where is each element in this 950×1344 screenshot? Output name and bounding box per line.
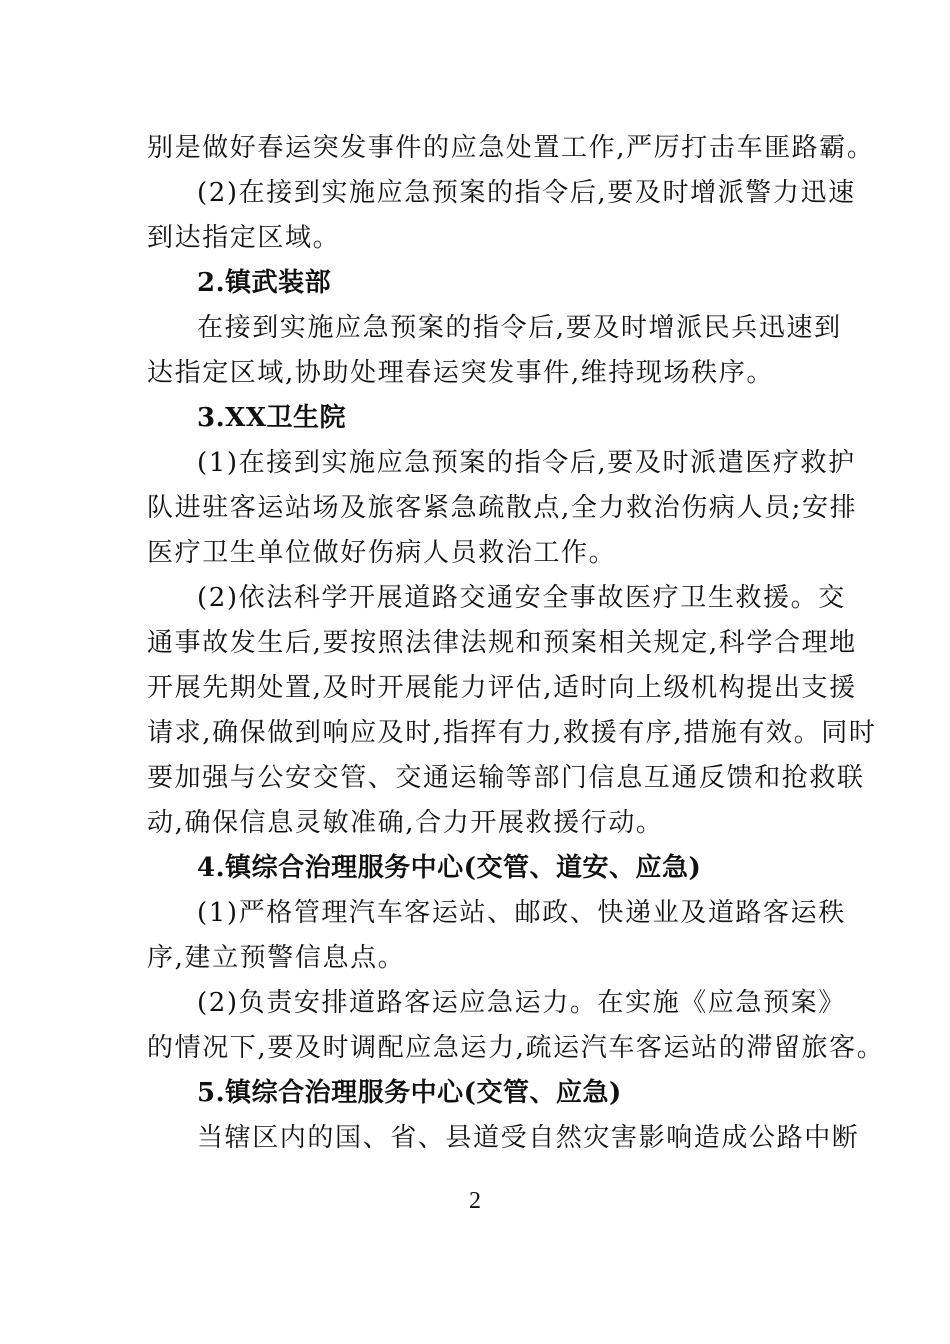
body-text-line: 开展先期处置,及时开展能力评估,适时向上级机构提出支援 [147,673,857,703]
body-text-line: (2)依法科学开展道路交通安全事故医疗卫生救援。交 [197,583,846,613]
body-text-line: 动,确保信息灵敏准确,合力开展救援行动。 [147,808,664,838]
section-heading: 2.镇武装部 [197,268,332,298]
body-text-line: (1)在接到实施应急预案的指令后,要及时派遣医疗救护 [197,448,856,478]
section-heading: 5.镇综合治理服务中心(交管、应急) [197,1078,622,1108]
body-text-line: 到达指定区域。 [147,223,341,253]
body-text-line: 在接到实施应急预案的指令后,要及时增派民兵迅速到 [197,313,842,343]
body-text-line: (1)严格管理汽车客运站、邮政、快递业及道路客运秩 [197,898,846,928]
body-text-line: (2)负责安排道路客运应急运力。在实施《应急预案》 [197,988,846,1018]
body-text-line: 医疗卫生单位做好伤病人员救治工作。 [147,538,617,568]
section-heading: 3.XX卫生院 [197,403,346,433]
body-text-line: 别是做好春运突发事件的应急处置工作,严厉打击车匪路霸。 [147,133,875,163]
body-text-line: 请求,确保做到响应及时,指挥有力,救援有序,措施有效。同时 [147,718,877,748]
body-text-line: 的情况下,要及时调配应急运力,疏运汽车客运站的滞留旅客。 [147,1033,885,1063]
section-heading: 4.镇综合治理服务中心(交管、道安、应急) [197,853,702,883]
body-text-line: 要加强与公安交管、交通运输等部门信息互通反馈和抢救联 [147,763,865,793]
body-text-line: 序,建立预警信息点。 [147,943,406,973]
body-text-line: 队进驻客运站场及旅客紧急疏散点,全力救治伤病人员;安排 [147,493,858,523]
body-text-line: 通事故发生后,要按照法律法规和预案相关规定,科学合理地 [147,628,857,658]
page-number: 2 [469,1188,481,1214]
body-text-line: (2)在接到实施应急预案的指令后,要及时增派警力迅速 [197,178,856,208]
body-text-line: 当辖区内的国、省、县道受自然灾害影响造成公路中断 [197,1123,860,1153]
body-text-line: 达指定区域,协助处理春运突发事件,维持现场秩序。 [147,358,774,388]
